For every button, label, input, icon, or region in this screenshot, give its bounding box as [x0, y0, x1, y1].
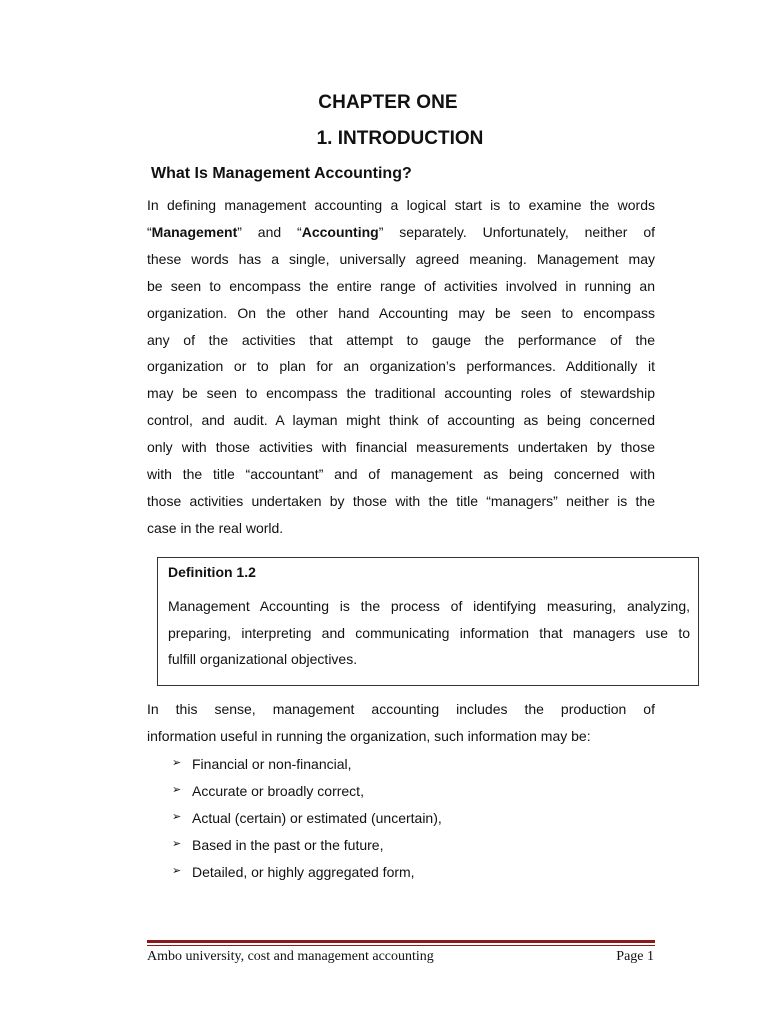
paragraph-line: organization or to plan for an organization’s performances. Additionally it [147, 358, 655, 375]
paragraph-line: these words has a single, universally agreed meaning. Management may [147, 250, 655, 267]
paragraph-line: those activities undertaken by those with the title “managers” neither is the [147, 492, 655, 509]
intro-paragraph [147, 192, 655, 542]
term-accounting: Accounting [301, 223, 379, 240]
paragraph-line: In defining management accounting a logical start is to examine the words [147, 197, 655, 213]
page-number: Page 1 [616, 949, 654, 964]
list-item [172, 777, 442, 804]
sense-paragraph [147, 696, 655, 750]
paragraph-line: organization. On the other hand Accounting may be seen to encompass [147, 304, 655, 321]
information-type-list [172, 750, 442, 885]
quote-mid: ” and “ [237, 223, 302, 240]
paragraph-line: In this sense, management accounting includes the production of [147, 701, 655, 717]
paragraph-line: with the title “accountant” and of management as being concerned with [147, 466, 655, 483]
paragraph-line [147, 219, 655, 246]
list-item-text: Financial or non-financial, [192, 755, 352, 772]
footer-title: Ambo university, cost and management accounting [147, 949, 434, 964]
definition-line: fulfill organizational objectives. [168, 651, 358, 667]
list-item [172, 831, 442, 858]
paragraph-line: any of the activities that attempt to gauge the performance of the [147, 331, 655, 348]
paragraph-line: information useful in running the organization, such information may be: [147, 728, 591, 744]
definition-title: Definition 1.2 [168, 564, 256, 580]
paragraph-line: be seen to encompass the entire range of activities involved in running an [147, 277, 655, 294]
list-item-text: Accurate or broadly correct, [192, 782, 364, 799]
section-heading: What Is Management Accounting? [151, 165, 412, 182]
quote-open: “ [147, 223, 152, 240]
list-item [172, 858, 442, 885]
line-rest: ” separately. Unfortunately, neither of [378, 223, 655, 240]
list-item-text: Based in the past or the future, [192, 836, 384, 853]
arrow-bullet-icon: ➢ [172, 865, 182, 877]
paragraph-line: may be seen to encompass the traditional accounting roles of stewardship [147, 385, 655, 402]
list-item-text: Detailed, or highly aggregated form, [192, 863, 415, 880]
arrow-bullet-icon: ➢ [172, 784, 182, 796]
definition-line: preparing, interpreting and communicating information that managers use to [168, 624, 690, 641]
arrow-bullet-icon: ➢ [172, 811, 182, 823]
arrow-bullet-icon: ➢ [172, 757, 182, 769]
chapter-title: CHAPTER ONE [318, 92, 458, 113]
footer-rule [147, 940, 655, 943]
list-item [172, 750, 442, 777]
list-item [172, 804, 442, 831]
term-management: Management [151, 223, 238, 240]
paragraph-line: case in the real world. [147, 519, 284, 536]
definition-box [157, 557, 699, 686]
arrow-bullet-icon: ➢ [172, 838, 182, 850]
intro-title: 1. INTRODUCTION [316, 128, 484, 149]
paragraph-line: control, and audit. A layman might think of accounting as being concerned [147, 412, 655, 429]
footer-rule [147, 945, 655, 946]
list-item-text: Actual (certain) or estimated (uncertain), [192, 809, 442, 826]
definition-text [168, 593, 690, 673]
paragraph-line: only with those activities with financial measurements undertaken by those [147, 439, 655, 456]
definition-line: Management Accounting is the process of identifying measuring, analyzing, [168, 598, 690, 614]
